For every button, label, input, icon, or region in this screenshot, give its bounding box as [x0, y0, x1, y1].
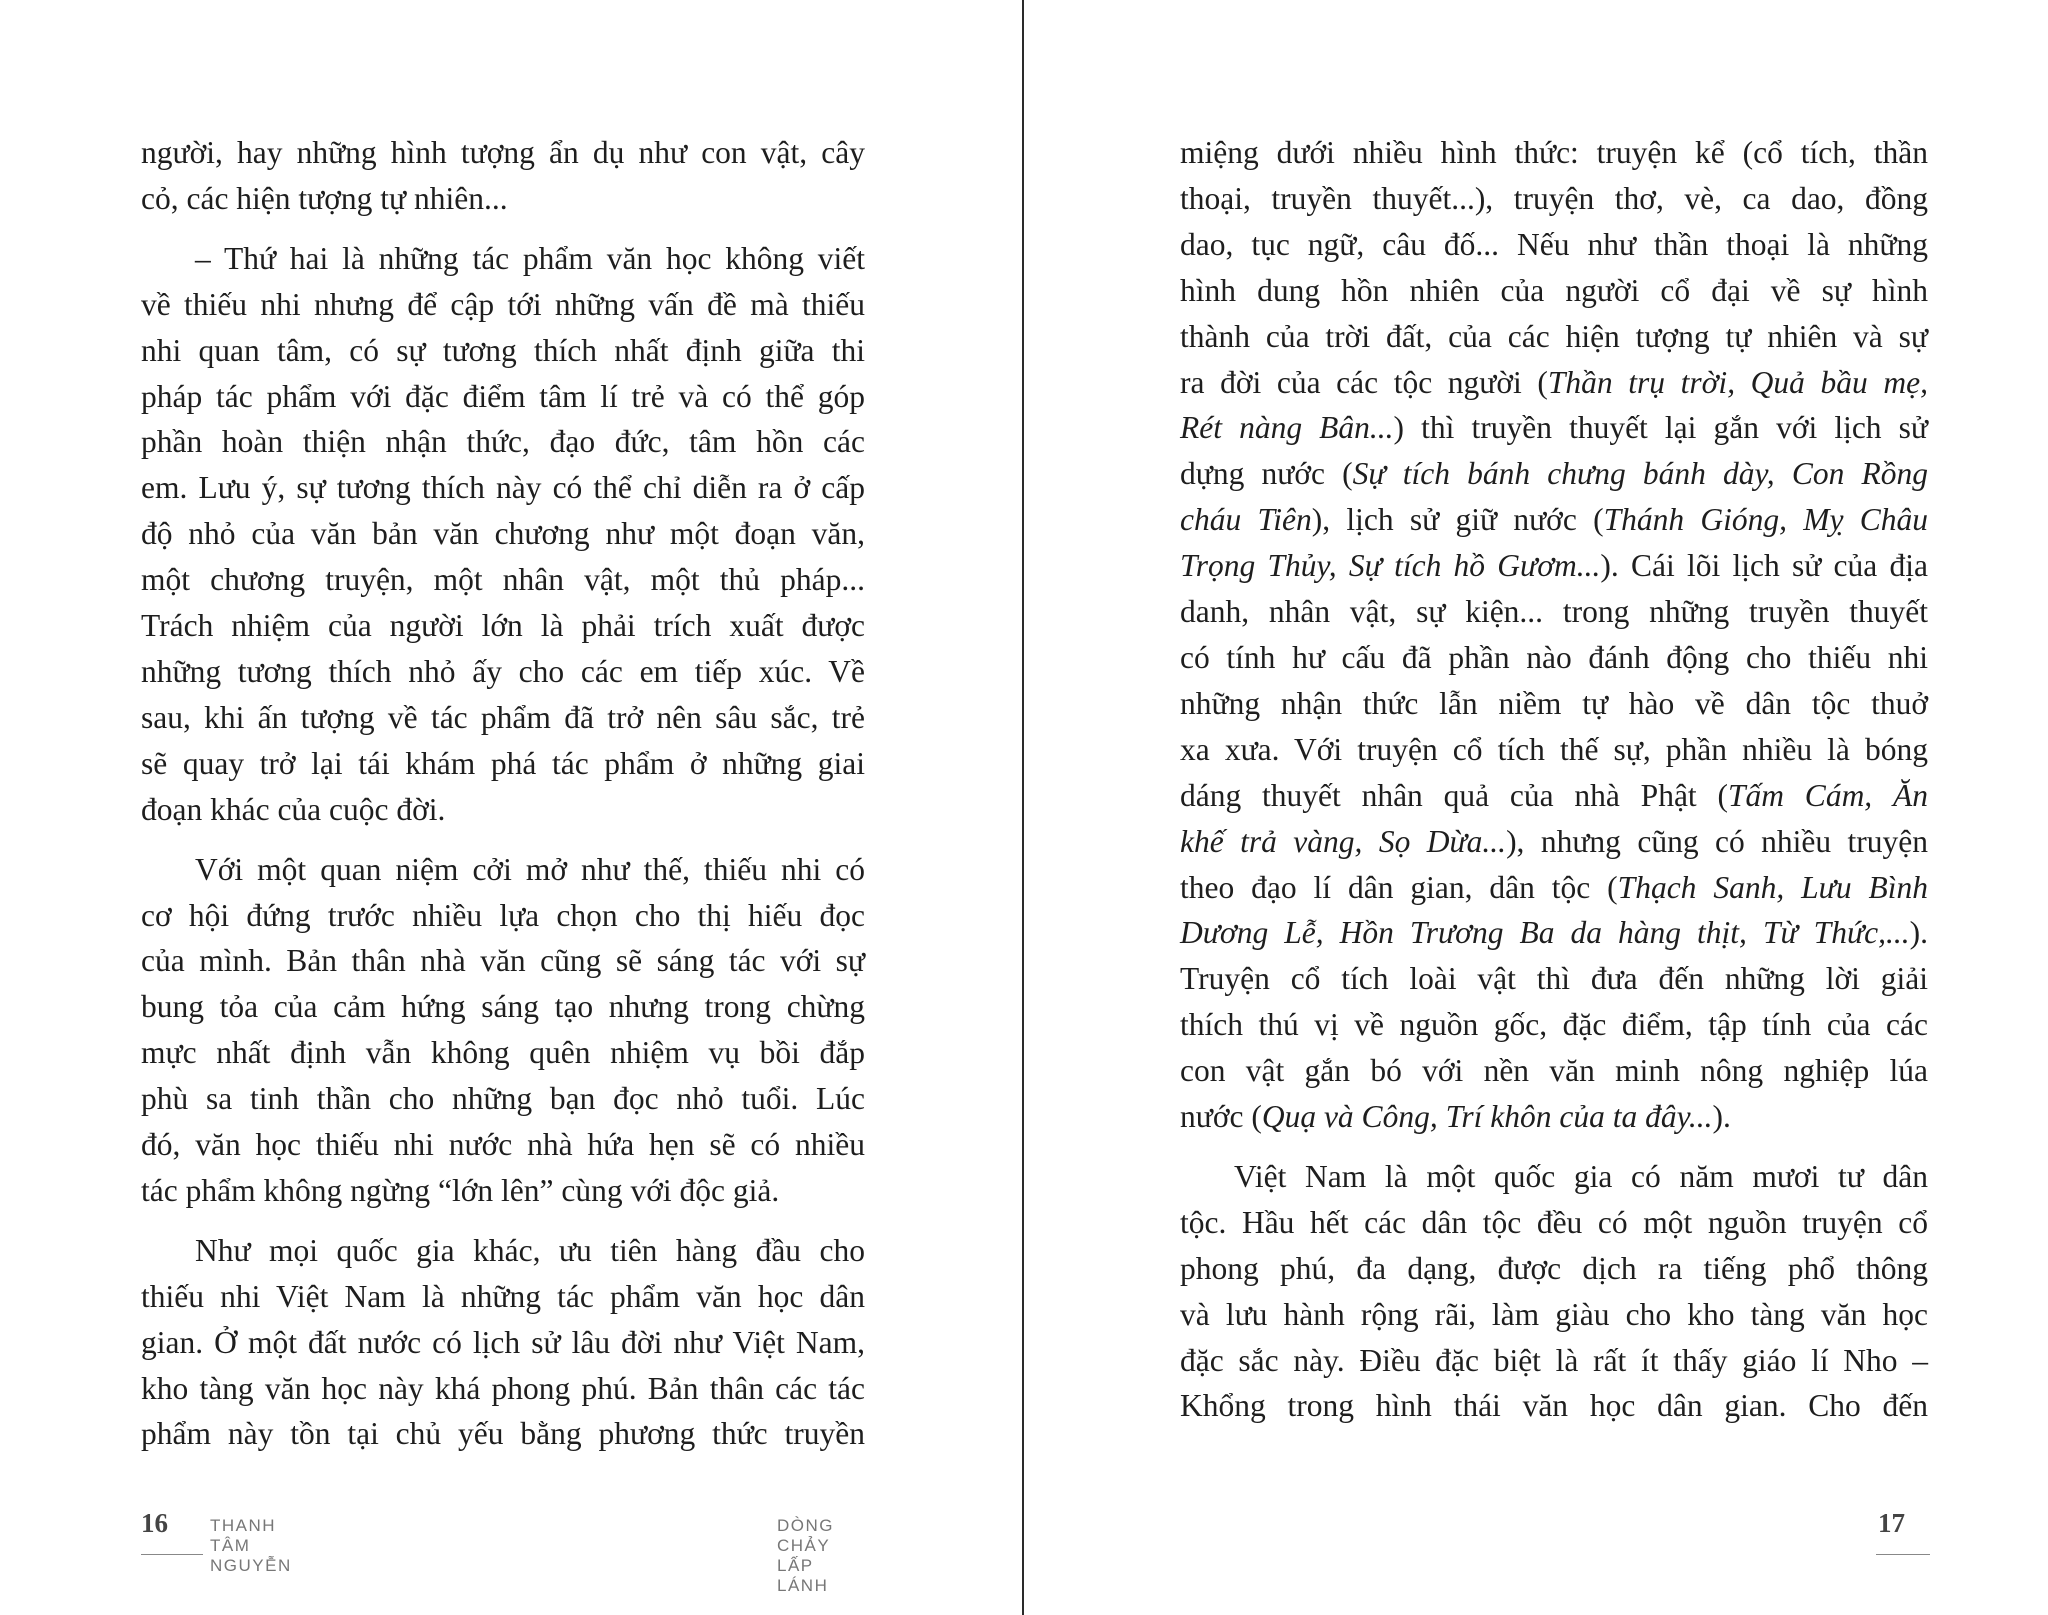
- text-line: [1180, 130, 1928, 176]
- text-run: nước (: [1180, 1099, 1262, 1135]
- text-run: hình dung hồn nhiên của người cổ đại về sự hình: [1180, 272, 1928, 308]
- italic-title: khế trả vàng, Sọ Dừa...: [1180, 823, 1507, 859]
- italic-title: cháu Tiên: [1180, 502, 1312, 538]
- text-line: [1180, 681, 1928, 727]
- text-run: Truyện cổ tích loài vật thì đưa đến những lời giải: [1180, 961, 1928, 997]
- text-line: [1180, 1246, 1928, 1292]
- text-run: những nhận thức lẫn niềm tự hào về dân tộc thuở: [1180, 685, 1928, 721]
- text-run: phong phú, đa dạng, được dịch ra tiếng phổ thông: [1180, 1250, 1928, 1286]
- text-line: [1180, 1200, 1928, 1246]
- paragraph-gap: [1180, 1140, 1928, 1154]
- text-line: nhi quan tâm, có sự tương thích nhất định giữa thi: [141, 332, 865, 368]
- text-line: một chương truyện, một nhân vật, một thủ pháp...: [141, 562, 865, 598]
- text-line: [1180, 1048, 1928, 1094]
- italic-title: Quạ và Công, Trí khôn của ta đây...: [1261, 1099, 1713, 1135]
- text-line: [1180, 360, 1928, 406]
- text-run: đặc sắc này. Điều đặc biệt là rất ít thấy giáo lí Nho –: [1180, 1342, 1928, 1378]
- text-run: thành của trời đất, của các hiện tượng tự nhiên và sự: [1180, 318, 1928, 354]
- paragraph-gap: [141, 833, 865, 847]
- text-run: ). Cái lõi lịch sử của địa: [1600, 548, 1928, 584]
- text-line: bung tỏa của cảm hứng sáng tạo nhưng trong chừng: [141, 989, 865, 1025]
- text-line: kho tàng văn học này khá phong phú. Bản thân các tác: [141, 1370, 865, 1406]
- text-run: ).: [1712, 1099, 1731, 1135]
- right-page: [777, 0, 2048, 1615]
- text-run: xa xưa. Với truyện cổ tích thế sự, phần nhiều là bóng: [1180, 731, 1928, 767]
- text-line: [1180, 727, 1928, 773]
- text-line: Với một quan niệm cởi mở như thế, thiếu nhi có: [195, 851, 865, 887]
- text-line: của mình. Bản thân nhà văn cũng sẽ sáng tác với sự: [141, 943, 865, 979]
- text-line: phần hoàn thiện nhận thức, đạo đức, tâm hồn các: [141, 424, 865, 460]
- text-run: miệng dưới nhiều hình thức: truyện kể (cổ tích, thần: [1180, 135, 1928, 170]
- footer-rule: [141, 1554, 203, 1555]
- text-run: có tính hư cấu đã phần nào đánh động cho thiếu nhi: [1180, 639, 1928, 675]
- page-number: 17: [1878, 1508, 1905, 1538]
- paragraph: [141, 236, 865, 833]
- text-line: [1180, 1338, 1928, 1384]
- italic-title: Dương Lễ, Hồn Trương Ba da hàng thịt, Từ Thức,...: [1180, 915, 1910, 951]
- italic-title: Thánh Gióng, Mỵ Châu: [1603, 502, 1928, 538]
- text-line: sẽ quay trở lại tái khám phá tác phẩm ở những giai: [141, 745, 865, 781]
- text-line: [1180, 222, 1928, 268]
- text-line: [1180, 773, 1928, 819]
- paragraph: [141, 847, 865, 1214]
- text-line: đoạn khác của cuộc đời.: [141, 791, 446, 827]
- text-line: phẩm này tồn tại chủ yếu bằng phương thức truyền: [141, 1416, 865, 1452]
- running-head: DÒNG CHẢY LẤP LÁNH: [777, 1516, 834, 1595]
- text-line: em. Lưu ý, sự tương thích này có thể chỉ diễn ra ở cấp: [141, 470, 865, 506]
- text-line: [1180, 497, 1928, 543]
- text-line: Trách nhiệm của người lớn là phải trích xuất được: [141, 608, 865, 644]
- paragraph-gap: [141, 1214, 865, 1228]
- text-line: [1180, 819, 1928, 865]
- text-run: tộc. Hầu hết các dân tộc đều có một nguồn truyện cổ: [1180, 1204, 1928, 1240]
- text-line: [1180, 1292, 1928, 1338]
- text-run: ) thì truyền thuyết lại gắn với lịch sử: [1393, 410, 1928, 446]
- italic-title: Trọng Thủy, Sự tích hồ Gươm...: [1180, 548, 1601, 584]
- text-line: Như mọi quốc gia khác, ưu tiên hàng đầu cho: [195, 1232, 865, 1268]
- text-line: [1180, 1383, 1928, 1429]
- text-line: [1180, 543, 1928, 589]
- text-line: thiếu nhi Việt Nam là những tác phẩm văn học dân: [141, 1278, 865, 1314]
- text-run: dựng nước (: [1180, 456, 1353, 492]
- italic-title: Thạch Sanh, Lưu Bình: [1617, 869, 1928, 905]
- left-page-body: [141, 130, 865, 1457]
- text-run: dáng thuyết nhân quả của nhà Phật (: [1180, 777, 1728, 813]
- text-line: về thiếu nhi nhưng để cập tới những vấn đề mà thiếu: [141, 286, 865, 322]
- text-line: [1180, 1094, 1928, 1140]
- paragraph: [141, 130, 865, 222]
- text-line: [1180, 451, 1928, 497]
- text-line: [1180, 176, 1928, 222]
- text-line: những tương thích nhỏ ấy cho các em tiếp xúc. Về: [141, 653, 865, 689]
- text-run: Việt Nam là một quốc gia có năm mươi tư dân: [1234, 1158, 1928, 1194]
- text-run: ).: [1909, 915, 1928, 951]
- text-line: đó, văn học thiếu nhi nước nhà hứa hẹn sẽ có nhiều: [141, 1127, 865, 1163]
- text-line: [1180, 1154, 1928, 1200]
- text-line: gian. Ở một đất nước có lịch sử lâu đời như Việt Nam,: [141, 1324, 865, 1360]
- text-run: thoại, truyền thuyết...), truyện thơ, vè, ca dao, đồng: [1180, 180, 1928, 216]
- text-run: danh, nhân vật, sự kiện... trong những truyền thuyết: [1180, 594, 1928, 630]
- page-number: 16: [141, 1508, 168, 1538]
- text-run: ), nhưng cũng có nhiều truyện: [1506, 823, 1929, 859]
- text-line: cơ hội đứng trước nhiều lựa chọn cho thị hiếu đọc: [141, 897, 865, 933]
- text-line: [1180, 268, 1928, 314]
- text-line: độ nhỏ của văn bản văn chương như một đoạn văn,: [141, 516, 865, 552]
- text-line: [1180, 1002, 1928, 1048]
- text-line: sau, khi ấn tượng về tác phẩm đã trở nên sâu sắc, trẻ: [141, 699, 865, 735]
- paragraph: [1180, 1154, 1928, 1429]
- text-line: [1180, 589, 1928, 635]
- italic-title: Thần trụ trời, Quả bầu mẹ,: [1547, 364, 1928, 400]
- text-line: người, hay những hình tượng ẩn dụ như con vật, cây: [141, 135, 865, 170]
- italic-title: Sự tích bánh chưng bánh dày, Con Rồng: [1352, 456, 1929, 492]
- running-head: THANH TÂM NGUYỄN: [210, 1516, 292, 1575]
- text-line: phù sa tinh thần cho những bạn đọc nhỏ tuổi. Lúc: [141, 1081, 865, 1117]
- text-run: Khổng trong hình thái văn học dân gian. Cho đến: [1180, 1388, 1928, 1424]
- paragraph: [1180, 130, 1928, 1140]
- text-line: pháp tác phẩm với đặc điểm tâm lí trẻ và có thể góp: [141, 378, 865, 414]
- paragraph: [141, 1228, 865, 1458]
- text-line: [1180, 865, 1928, 911]
- text-line: cỏ, các hiện tượng tự nhiên...: [141, 180, 508, 216]
- paragraph-gap: [141, 222, 865, 236]
- text-run: con vật gắn bó với nền văn minh nông nghiệp lúa: [1180, 1053, 1928, 1089]
- text-run: ), lịch sử giữ nước (: [1311, 502, 1604, 538]
- text-run: theo đạo lí dân gian, dân tộc (: [1180, 869, 1618, 905]
- text-run: dao, tục ngữ, câu đố... Nếu như thần thoại là những: [1180, 226, 1928, 262]
- footer-rule: [1876, 1554, 1930, 1555]
- text-run: và lưu hành rộng rãi, làm giàu cho kho tàng văn học: [1180, 1296, 1928, 1332]
- italic-title: Rét nàng Bân...: [1180, 410, 1394, 446]
- text-line: [1180, 910, 1928, 956]
- text-line: – Thứ hai là những tác phẩm văn học không viết: [195, 240, 865, 276]
- italic-title: Tấm Cám, Ăn: [1727, 777, 1928, 813]
- text-run: thích thú vị về nguồn gốc, đặc điểm, tập tính của các: [1180, 1007, 1928, 1043]
- left-page: [0, 0, 1022, 1615]
- text-line: tác phẩm không ngừng “lớn lên” cùng với độc giả.: [141, 1172, 780, 1208]
- text-line: [1180, 405, 1928, 451]
- text-line: [1180, 956, 1928, 1002]
- text-line: mực nhất định vẫn không quên nhiệm vụ bồi đắp: [141, 1035, 865, 1071]
- text-line: [1180, 635, 1928, 681]
- right-page-body: [1180, 130, 1928, 1429]
- text-run: ra đời của các tộc người (: [1180, 364, 1548, 400]
- text-line: [1180, 314, 1928, 360]
